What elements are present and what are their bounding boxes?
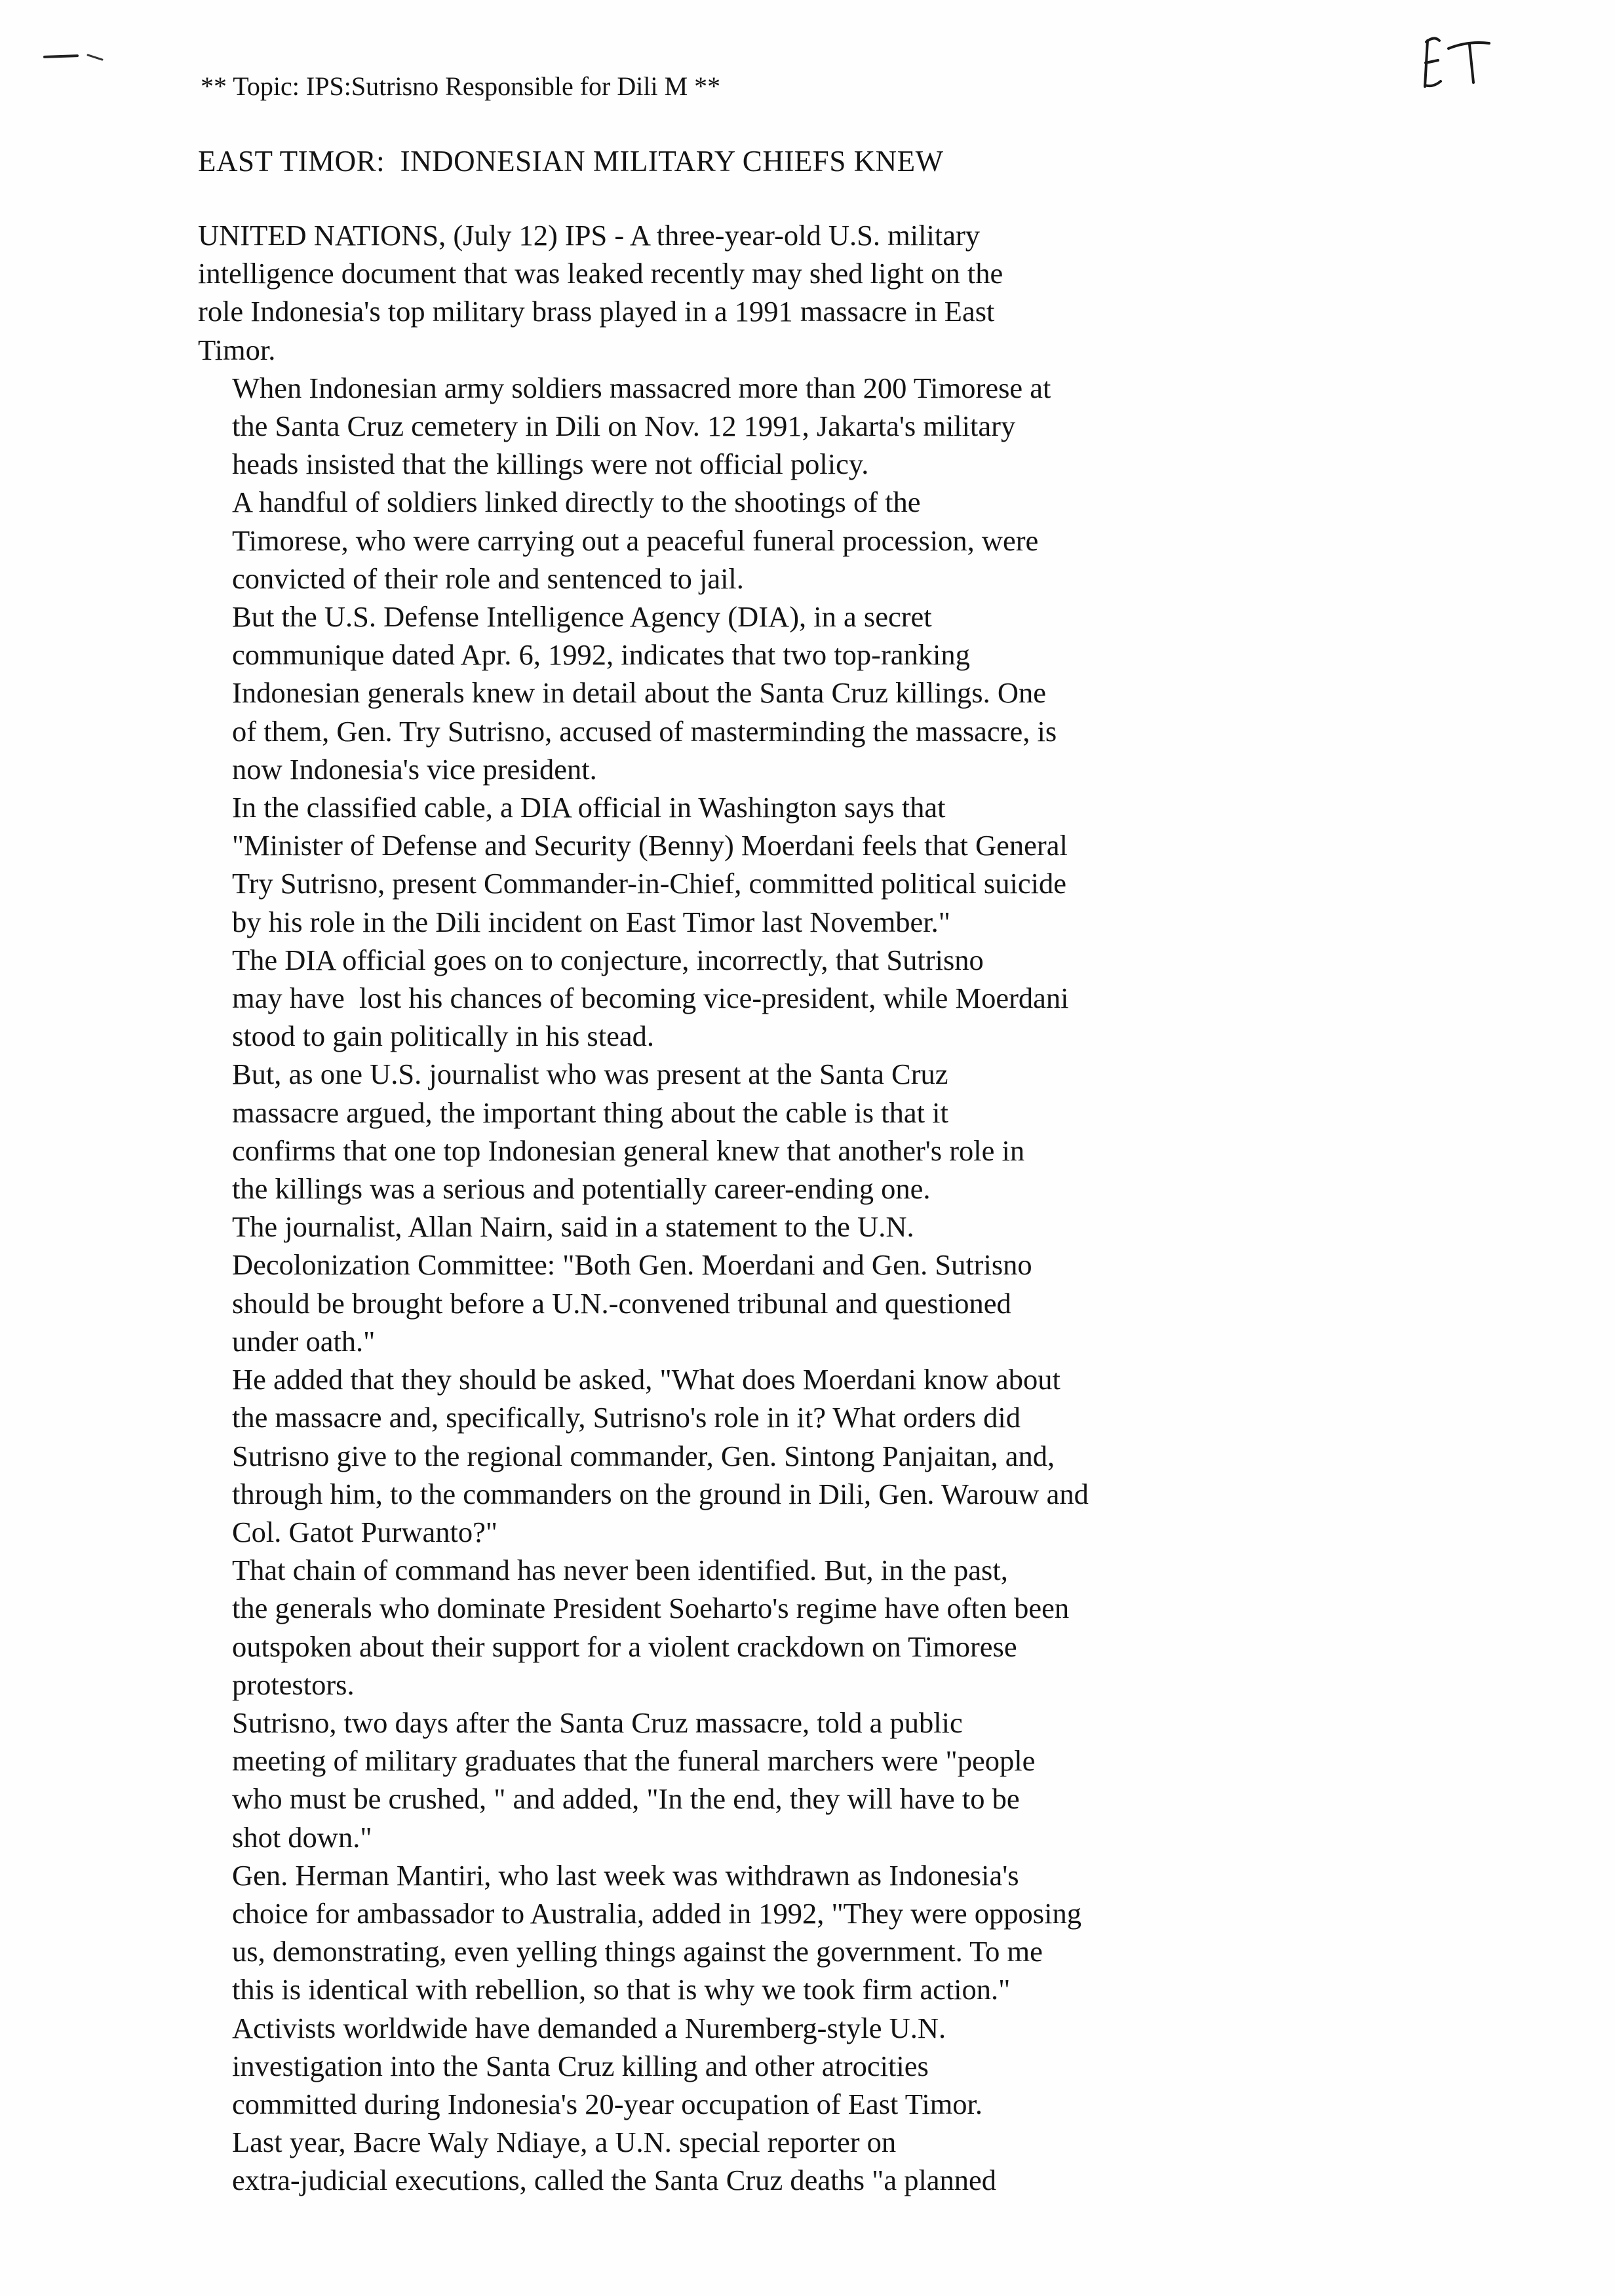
article-paragraph [198, 216, 1220, 369]
text-line: But, as one U.S. journalist who was present at the Santa Cruz [232, 1058, 948, 1091]
text-line: the killings was a serious and potentially career-ending one. [232, 1172, 931, 1206]
text-line: may have lost his chances of becoming vice-president, while Moerdani [232, 982, 1069, 1015]
text-line: confirms that one top Indonesian general knew that another's role in [232, 1134, 1025, 1167]
text-line: In the classified cable, a DIA official in Washington says that [232, 791, 946, 824]
text-line: Timorese, who were carrying out a peaceful funeral procession, were [232, 524, 1039, 557]
text-line: by his role in the Dili incident on East Timor last November." [232, 905, 950, 938]
handwritten-annotation [1405, 26, 1504, 98]
text-line: Try Sutrisno, present Commander-in-Chief, committed political suicide [232, 867, 1066, 900]
text-line: Gen. Herman Mantiri, who last week was withdrawn as Indonesia's [232, 1858, 1019, 1892]
text-line: Timor. [198, 333, 276, 366]
article-paragraph [198, 369, 1220, 484]
text-line: the massacre and, specifically, Sutrisno's role in it? What orders did [232, 1401, 1021, 1434]
text-line: heads insisted that the killings were not official policy. [232, 448, 869, 481]
text-line: Last year, Bacre Waly Ndiaye, a U.N. special reporter on [232, 2126, 897, 2159]
text-line: through him, to the commanders on the ground in Dili, Gen. Warouw and [232, 1477, 1089, 1510]
text-line: He added that they should be asked, "What does Moerdani know about [232, 1363, 1060, 1396]
text-line: intelligence document that was leaked recently may shed light on the [198, 257, 1003, 290]
text-line: meeting of military graduates that the funeral marchers were "people [232, 1744, 1036, 1778]
text-line: Col. Gatot Purwanto?" [232, 1515, 498, 1548]
article-paragraph [198, 1856, 1220, 2009]
text-line: outspoken about their support for a violent crackdown on Timorese [232, 1630, 1017, 1663]
article-paragraph [198, 2009, 1220, 2124]
text-line: massacre argued, the important thing about the cable is that it [232, 1096, 948, 1129]
text-line: "Minister of Defense and Security (Benny) Moerdani feels that General [232, 829, 1068, 862]
article-body [198, 216, 1220, 2200]
text-line: investigation into the Santa Cruz killing and other atrocities [232, 2049, 929, 2082]
text-line: UNITED NATIONS, (July 12) IPS - A three-year-old U.S. military [198, 219, 981, 252]
text-line: the generals who dominate President Soeharto's regime have often been [232, 1592, 1070, 1625]
text-line: Sutrisno give to the regional commander, Gen. Sintong Panjaitan, and, [232, 1439, 1055, 1472]
text-line: stood to gain politically in his stead. [232, 1020, 654, 1053]
text-line: Sutrisno, two days after the Santa Cruz massacre, told a public [232, 1706, 963, 1739]
text-line: Indonesian generals knew in detail about the Santa Cruz killings. One [232, 676, 1046, 710]
text-line: who must be crushed, " and added, "In the end, they will have to be [232, 1782, 1020, 1816]
text-line: committed during Indonesia's 20-year occupation of East Timor. [232, 2087, 983, 2120]
text-line: choice for ambassador to Australia, added in 1992, "They were opposing [232, 1896, 1081, 1930]
text-line: The DIA official goes on to conjecture, incorrectly, that Sutrisno [232, 943, 984, 976]
text-line: extra-judicial executions, called the Santa Cruz deaths "a planned [232, 2164, 997, 2197]
article-paragraph [198, 483, 1220, 598]
text-line: this is identical with rebellion, so that is why we took firm action." [232, 1973, 1011, 2006]
article-paragraph [198, 598, 1220, 788]
text-line: Activists worldwide have demanded a Nuremberg-style U.N. [232, 2011, 946, 2044]
text-line: us, demonstrating, even yelling things against the government. To me [232, 1935, 1043, 1968]
article-paragraph [198, 941, 1220, 1056]
text-line: now Indonesia's vice president. [232, 752, 597, 786]
text-line: When Indonesian army soldiers massacred more than 200 Timorese at [232, 371, 1051, 404]
article-paragraph [198, 1551, 1220, 1704]
text-line: protestors. [232, 1668, 355, 1701]
text-line: should be brought before a U.N.-convened tribunal and questioned [232, 1286, 1011, 1320]
article-paragraph [198, 1055, 1220, 1208]
topic-line: ** Topic: IPS:Sutrisno Responsible for Dili M ** [201, 71, 721, 101]
text-line: shot down." [232, 1820, 372, 1854]
text-line: of them, Gen. Try Sutrisno, accused of masterminding the massacre, is [232, 714, 1057, 748]
text-line: under oath." [232, 1324, 376, 1358]
article-paragraph [198, 788, 1220, 941]
article-paragraph [198, 1360, 1220, 1551]
text-line: role Indonesia's top military brass played in a 1991 massacre in East [198, 295, 995, 328]
text-line: That chain of command has never been identified. But, in the past, [232, 1554, 1008, 1587]
text-line: communique dated Apr. 6, 1992, indicates that two top-ranking [232, 638, 970, 672]
text-line: But the U.S. Defense Intelligence Agency (DIA), in a secret [232, 600, 932, 634]
scan-artifact-mark [43, 54, 79, 58]
text-line: the Santa Cruz cemetery in Dili on Nov. 12 1991, Jakarta's military [232, 410, 1016, 443]
headline: EAST TIMOR: INDONESIAN MILITARY CHIEFS KNEW [198, 145, 944, 178]
text-line: convicted of their role and sentenced to jail. [232, 562, 744, 595]
article-paragraph [198, 1208, 1220, 1360]
article-paragraph [198, 2123, 1220, 2199]
text-line: Decolonization Committee: "Both Gen. Moerdani and Gen. Sutrisno [232, 1248, 1032, 1282]
text-line: A handful of soldiers linked directly to the shootings of the [232, 486, 921, 519]
article-paragraph [198, 1704, 1220, 1856]
scan-artifact-mark [87, 54, 104, 61]
text-line: The journalist, Allan Nairn, said in a statement to the U.N. [232, 1210, 914, 1244]
